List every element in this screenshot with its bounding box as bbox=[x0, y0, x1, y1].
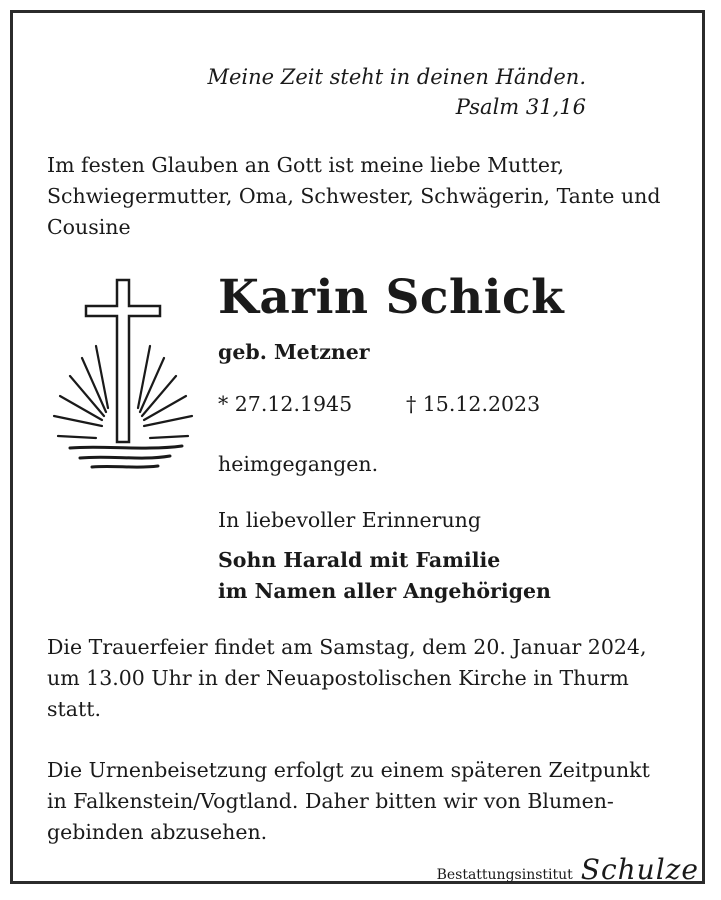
intro-line: Im festen Glauben an Gott ist meine liebe Mutter, bbox=[47, 153, 565, 177]
death-date: † 15.12.2023 bbox=[406, 392, 541, 416]
cross-sunrise-icon bbox=[50, 278, 195, 473]
signers bbox=[218, 545, 551, 607]
life-dates bbox=[218, 392, 541, 416]
funeral-paragraph bbox=[47, 632, 675, 725]
funeral-home bbox=[437, 853, 699, 886]
burial-line: gebinden abzusehen. bbox=[47, 820, 268, 844]
maiden-name: geb. Metzner bbox=[218, 340, 370, 364]
funeral-home-label: Bestattungsinstitut bbox=[436, 867, 573, 883]
funeral-line: Die Trauerfeier findet am Samstag, dem 20. Januar 2024, bbox=[47, 635, 647, 659]
intro-line: Schwiegermutter, Oma, Schwester, Schwägerin, Tante und bbox=[47, 184, 661, 208]
signer-line: im Namen aller Angehörigen bbox=[218, 579, 551, 603]
burial-line: in Falkenstein/Vogtland. Daher bitten wir von Blumen- bbox=[47, 789, 614, 813]
birth-date: * 27.12.1945 bbox=[218, 392, 353, 416]
burial-paragraph bbox=[47, 755, 675, 848]
intro-line: Cousine bbox=[47, 215, 131, 239]
funeral-line: statt. bbox=[47, 697, 101, 721]
bible-quote bbox=[208, 62, 587, 122]
status-text: heimgegangen. bbox=[218, 452, 379, 476]
signer-line: Sohn Harald mit Familie bbox=[218, 548, 501, 572]
burial-line: Die Urnenbeisetzung erfolgt zu einem späteren Zeitpunkt bbox=[47, 758, 650, 782]
remembrance-phrase: In liebevoller Erinnerung bbox=[218, 508, 481, 532]
quote-text: Meine Zeit steht in deinen Händen. bbox=[207, 65, 586, 89]
funeral-home-logo: Schulze bbox=[580, 853, 699, 886]
intro-paragraph bbox=[47, 150, 675, 243]
deceased-name: Karin Schick bbox=[218, 270, 565, 325]
funeral-line: um 13.00 Uhr in der Neuapostolischen Kirche in Thurm bbox=[47, 666, 629, 690]
quote-source: Psalm 31,16 bbox=[455, 95, 586, 119]
